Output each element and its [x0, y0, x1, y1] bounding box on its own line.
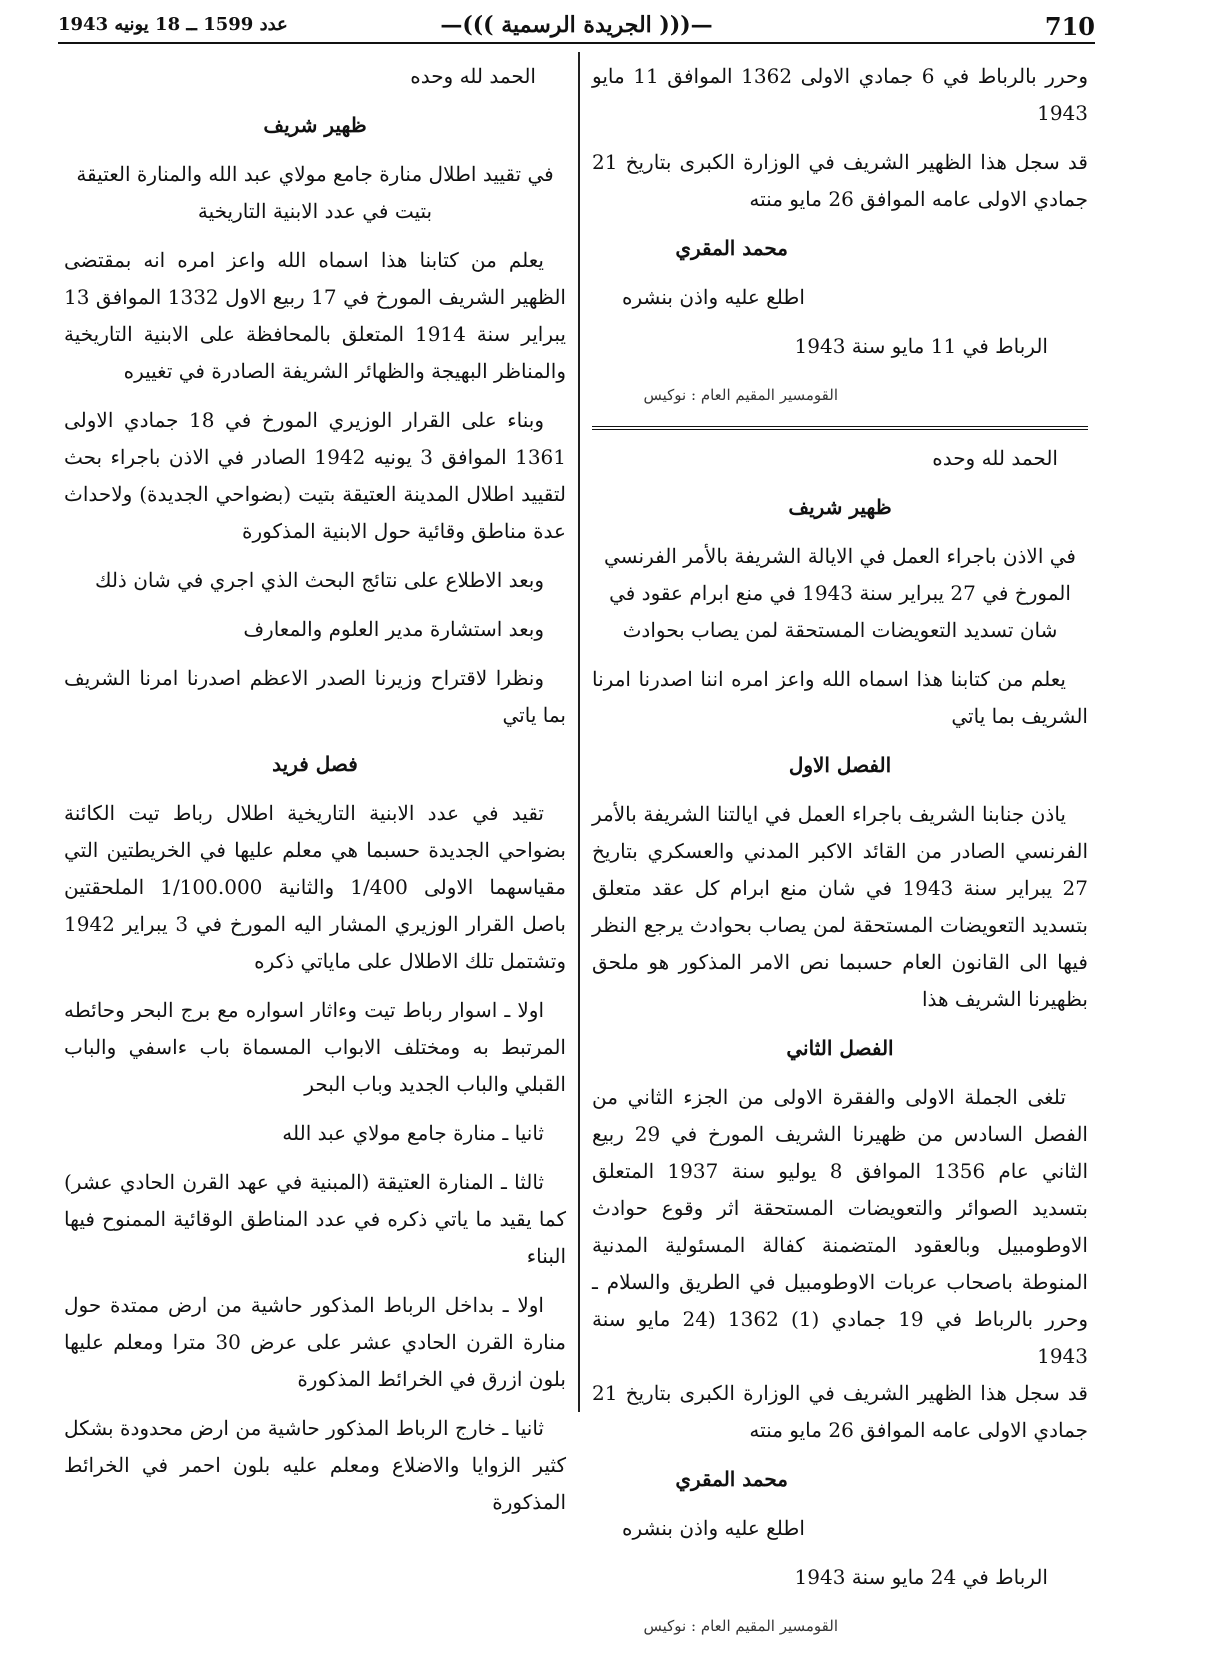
article-paragraph: ثانيا ـ منارة جامع مولاي عبد الله — [282, 1121, 544, 1145]
preamble-paragraph: يعلم من كتابنا هذا اسماه الله واعز امره انه بمقتضى الظهير الشريف المورخ في 17 ربيع الاول 1332 الموافق 13 يبراير سنة 1914 المتعلق بالمحافظة على الابنية التاريخية والمناظر البهيجة والظهائر الشريفة الصادرة في تغييره — [64, 248, 566, 383]
approval-line: اطلع عليه واذن بنشره — [622, 285, 805, 309]
preamble-paragraph: وبعد استشارة مدير العلوم والمعارف — [243, 617, 544, 641]
registration-line: قد سجل هذا الظهير الشريف في الوزارة الكبرى بتاريخ 21 جمادي الاولى عامه الموافق 26 مايو منته — [592, 150, 1088, 211]
right-column — [592, 58, 1088, 1657]
gazette-title: —((( الجريدة الرسمية )))— — [440, 12, 713, 38]
section-rule — [592, 426, 1088, 430]
approval-line-2: اطلع عليه واذن بنشره — [622, 1516, 805, 1540]
place-date-line: الرباط في 11 مايو سنة 1943 — [794, 334, 1048, 358]
dahir-heading: ظهير شريف — [788, 495, 892, 519]
preamble-paragraph: وبعد الاطلاع على نتائج البحث الذي اجري في شان ذلك — [94, 568, 544, 592]
article-paragraph: تقيد في عدد الابنية التاريخية اطلال رباط تيت الكائنة بضواحي الجديدة حسبما هي معلم عليها في الخريطتين التي مقياسهما الاولى 1/400 والثانية 1/100.000 الملحقتين باصل القرار الوزيري المشار اليه المورخ في 3 يبراير 1942 وتشتمل تلك الاطلال على ماياتي ذكره — [64, 801, 566, 973]
decree-date-line: وحرر بالرباط في 6 جمادي الاولى 1362 الموافق 11 مايو 1943 — [592, 64, 1089, 125]
article-1-text: ياذن جنابنا الشريف باجراء العمل في ايالتنا الشريفة بالأمر الفرنسي الصادر من القائد الاكبر المدني والعسكري بتاريخ 27 يبراير سنة 1943 في شان منع ابرام كل عقد متعلق بتسديد التعويضات المستحقة لمن يصاب بحوادث يرجع النظر فيها الى القانون العام حسبما نص الامر المذكور هو ملحق بظهيرنا الشريف هذا — [592, 802, 1088, 1011]
dahir-subject: في الاذن باجراء العمل في الايالة الشريفة بالأمر الفرنسي المورخ في 27 يبراير سنة 1943 في منع ابرام عقود في شان تسديد التعويضات المستحقة لمن يصاب بحوادث — [604, 544, 1076, 642]
opening-invocation: الحمد لله وحده — [410, 64, 536, 88]
resident-general-signer-2: القومسير المقيم العام : نوكيس — [643, 1617, 838, 1635]
article-paragraph: ثالثا ـ المنارة العتيقة (المبنية في عهد القرن الحادي عشر) كما يقيد ما ياتي ذكره في عدد المناطق الوقائية الممنوح فيها البناء — [64, 1170, 566, 1268]
article-paragraph: ثانيا ـ خارج الرباط المذكور حاشية من ارض محدودة بشكل كثير الزوايا والاضلاع ومعلم عليه بلون احمر في الخرائط المذكورة — [64, 1416, 566, 1514]
column-divider — [578, 52, 580, 1412]
article-paragraph: اولا ـ بداخل الرباط المذكور حاشية من ارض ممتدة حول منارة القرن الحادي عشر على عرض 30 مترا ومعلم عليها بلون ازرق في الخرائط المذكورة — [64, 1293, 567, 1391]
resident-general-signer: القومسير المقيم العام : نوكيس — [643, 386, 838, 404]
signature-name: محمد المقري — [675, 236, 788, 260]
left-column — [64, 58, 566, 1533]
preamble-paragraph: ونظرا لاقتراح وزيرنا الصدر الاعظم اصدرنا امرنا الشريف بما ياتي — [64, 666, 566, 727]
single-article-title: فصل فريد — [272, 752, 358, 776]
signature-name-2: محمد المقري — [675, 1467, 788, 1491]
issue-number-date: عدد 1599 ــ 18 يونيه 1943 — [58, 14, 288, 35]
article-1-title: الفصل الاول — [788, 753, 892, 777]
preamble-paragraph: وبناء على القرار الوزيري المورخ في 18 جمادي الاولى 1361 الموافق 3 يونيه 1942 الصادر في الاذن باجراء بحث لتقييد اطلال المدينة العتيقة بتيت (بضواحي الجديدة) ولاحداث عدة مناطق وقائية حول الابنية المذكورة — [64, 408, 566, 543]
article-2-title: الفصل الثاني — [786, 1036, 894, 1060]
registration-line-2: قد سجل هذا الظهير الشريف في الوزارة الكبرى بتاريخ 21 جمادي الاولى عامه الموافق 26 مايو منته — [592, 1381, 1088, 1442]
dahir-subject: في تقييد اطلال منارة جامع مولاي عبد الله والمنارة العتيقة بتيت في عدد الابنية التاريخية — [76, 162, 554, 223]
page-header — [58, 8, 1095, 44]
dahir-heading: ظهير شريف — [263, 113, 367, 137]
dahir-preamble: يعلم من كتابنا هذا اسماه الله واعز امره اننا اصدرنا امرنا الشريف بما ياتي — [592, 667, 1088, 728]
page-number: 710 — [1044, 12, 1095, 41]
opening-invocation: الحمد لله وحده — [932, 446, 1058, 470]
article-paragraph: اولا ـ اسوار رباط تيت وءاثار اسواره مع برج البحر وحائطه المرتبط به ومختلف الابواب المسماة باب ءاسفي والباب القبلي والباب الجديد وباب البحر — [64, 998, 566, 1096]
article-2-text: تلغى الجملة الاولى والفقرة الاولى من الجزء الثاني من الفصل السادس من ظهيرنا الشريف المورخ في 29 ربيع الثاني عام 1356 الموافق 8 يوليو سنة 1937 المتعلق بتسديد الصوائر والتعويضات المستحقة اثر وقوع حوادث الاوطومبيل وبالعقود المتضمنة كفالة المسئولية المدنية المنوطة باصحاب عربات الاوطومبيل في الطريق والسلام ـ وحرر بالرباط في 19 جمادي (1) 1362 (24 مايو سنة 1943 — [592, 1085, 1089, 1368]
place-date-line-2: الرباط في 24 مايو سنة 1943 — [794, 1565, 1048, 1589]
